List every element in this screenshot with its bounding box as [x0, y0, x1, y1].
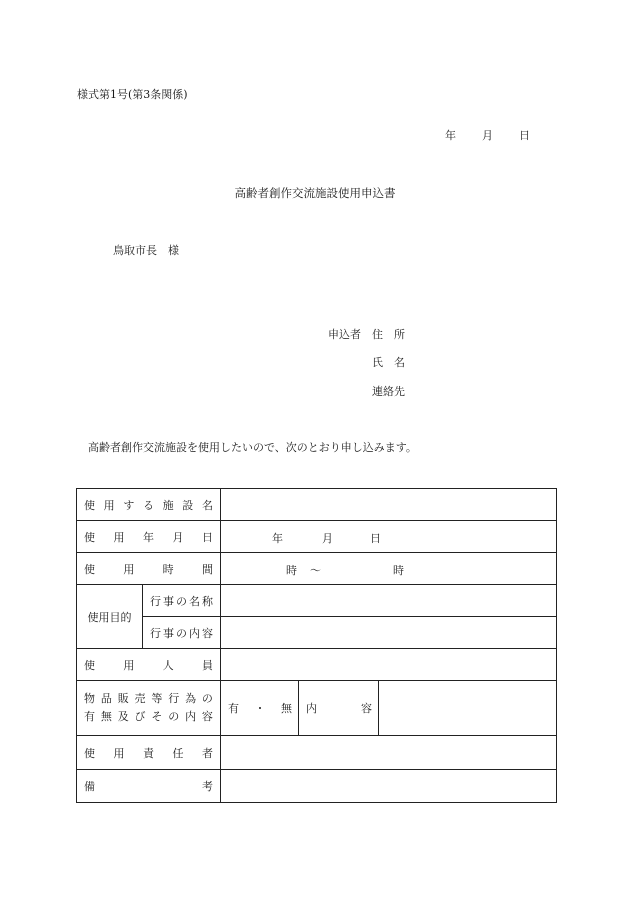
label-char: 無 — [100, 710, 112, 723]
label-char: 用 — [113, 530, 125, 544]
label-sales — [77, 681, 221, 736]
label-char: 有 — [228, 702, 239, 715]
label-char: 者 — [202, 746, 213, 760]
label-remarks — [77, 770, 221, 803]
label-char: 人 — [162, 658, 174, 672]
use-time-from: 時 — [286, 563, 297, 577]
label-char: 施 — [162, 498, 174, 512]
sales-presence-text — [228, 700, 292, 716]
label-char: 考 — [202, 780, 213, 793]
label-char: 使 — [84, 562, 95, 576]
label-char: 及 — [117, 710, 129, 723]
label-text — [84, 657, 213, 673]
row-purpose-event-name — [77, 585, 557, 617]
label-char: 無 — [281, 702, 292, 715]
label-text — [84, 529, 213, 545]
row-facility-name — [77, 489, 557, 521]
use-date-month: 月 — [322, 531, 333, 545]
field-use-date[interactable] — [221, 521, 557, 553]
field-event-content[interactable] — [221, 617, 557, 649]
label-char: 行 — [150, 594, 161, 608]
label-char: ・ — [254, 702, 266, 715]
row-use-time — [77, 553, 557, 585]
row-sales — [77, 681, 557, 736]
use-time-tilde: ～ — [310, 563, 321, 577]
label-char: の — [201, 692, 213, 705]
label-char: 間 — [201, 562, 213, 576]
date-line — [445, 127, 530, 143]
date-day: 日 — [519, 129, 530, 142]
applicant-contact-label: 連絡先 — [372, 385, 405, 398]
sales-content-text — [306, 700, 372, 716]
date-month: 月 — [482, 129, 493, 142]
label-char: 内 — [189, 626, 200, 640]
applicant-label: 申込者 — [328, 328, 361, 341]
label-char: る — [142, 498, 154, 512]
label-char: 内 — [185, 710, 197, 723]
label-char: 名 — [189, 594, 200, 608]
field-use-time[interactable] — [221, 553, 557, 585]
label-text — [150, 625, 213, 641]
field-responsible[interactable] — [221, 736, 557, 770]
row-use-date — [77, 521, 557, 553]
label-use-date — [77, 521, 221, 553]
label-text-line1 — [84, 690, 213, 708]
label-text-line2 — [84, 708, 213, 726]
label-char: 名 — [201, 498, 213, 512]
field-sales-content[interactable] — [379, 681, 557, 736]
label-char: 等 — [151, 692, 163, 705]
label-char: の — [168, 710, 180, 723]
label-responsible — [77, 736, 221, 770]
label-char: 月 — [172, 530, 184, 544]
label-char: 為 — [185, 692, 197, 705]
label-char: の — [176, 594, 187, 608]
label-char: 責 — [143, 746, 154, 760]
field-facility-name[interactable] — [221, 489, 557, 521]
label-char: 設 — [182, 498, 194, 512]
label-sales-content — [299, 681, 379, 736]
label-char: 内 — [306, 702, 317, 715]
label-char: 事 — [163, 626, 174, 640]
document-title: 高齢者創作交流施設使用申込書 — [234, 186, 396, 200]
addressee: 鳥取市長 様 — [113, 244, 179, 257]
label-char: び — [134, 710, 146, 723]
form-number: 様式第1号(第3条関係) — [77, 88, 188, 101]
label-char: 用 — [113, 746, 125, 760]
label-text — [84, 778, 213, 794]
label-text — [84, 497, 213, 513]
label-use-time — [77, 553, 221, 585]
use-date-year: 年 — [272, 531, 283, 545]
label-char: 使 — [84, 746, 95, 760]
label-facility-name — [77, 489, 221, 521]
label-char: 用 — [123, 658, 135, 672]
label-char: 販 — [117, 692, 129, 705]
row-responsible — [77, 736, 557, 770]
label-char: 行 — [168, 692, 180, 705]
label-char: 使 — [84, 658, 95, 672]
field-remarks[interactable] — [221, 770, 557, 803]
label-char: 用 — [103, 498, 115, 512]
row-remarks — [77, 770, 557, 803]
label-char: 日 — [202, 530, 213, 544]
label-attendees — [77, 649, 221, 681]
label-char: 事 — [163, 594, 174, 608]
field-event-name[interactable] — [221, 585, 557, 617]
label-text — [84, 561, 213, 577]
label-char: 備 — [84, 780, 95, 793]
label-text — [84, 745, 213, 761]
use-date-day: 日 — [370, 531, 381, 545]
label-char: 使 — [84, 530, 95, 544]
field-sales-presence[interactable] — [221, 681, 299, 736]
label-char: 物 — [84, 692, 95, 705]
intro-text: 高齢者創作交流施設を使用したいので、次のとおり申し込みます。 — [88, 441, 417, 454]
label-purpose: 使用目的 — [77, 585, 143, 649]
applicant-address-label: 住 所 — [372, 328, 405, 341]
label-char: す — [123, 498, 135, 512]
row-purpose-event-content — [77, 617, 557, 649]
label-char: 容 — [202, 626, 213, 640]
application-table — [76, 488, 557, 803]
label-event-name — [143, 585, 221, 617]
row-attendees — [77, 649, 557, 681]
label-char: 使 — [84, 498, 95, 512]
label-char: 売 — [134, 692, 146, 705]
label-char: 行 — [150, 626, 161, 640]
label-char: 用 — [123, 562, 135, 576]
label-char: 容 — [361, 702, 372, 715]
field-attendees[interactable] — [221, 649, 557, 681]
use-time-to: 時 — [393, 563, 404, 577]
label-char: 有 — [84, 710, 95, 723]
label-char: 称 — [202, 594, 213, 608]
label-char: 任 — [172, 746, 184, 760]
label-char: 容 — [201, 710, 213, 723]
label-char: そ — [151, 710, 163, 723]
label-char: の — [176, 626, 187, 640]
label-char: 品 — [100, 692, 112, 705]
date-year: 年 — [445, 129, 456, 142]
label-event-content — [143, 617, 221, 649]
label-char: 時 — [162, 562, 174, 576]
label-char: 年 — [143, 530, 154, 544]
label-text — [150, 593, 213, 609]
label-char: 員 — [201, 658, 213, 672]
applicant-name-label: 氏 名 — [372, 356, 405, 369]
